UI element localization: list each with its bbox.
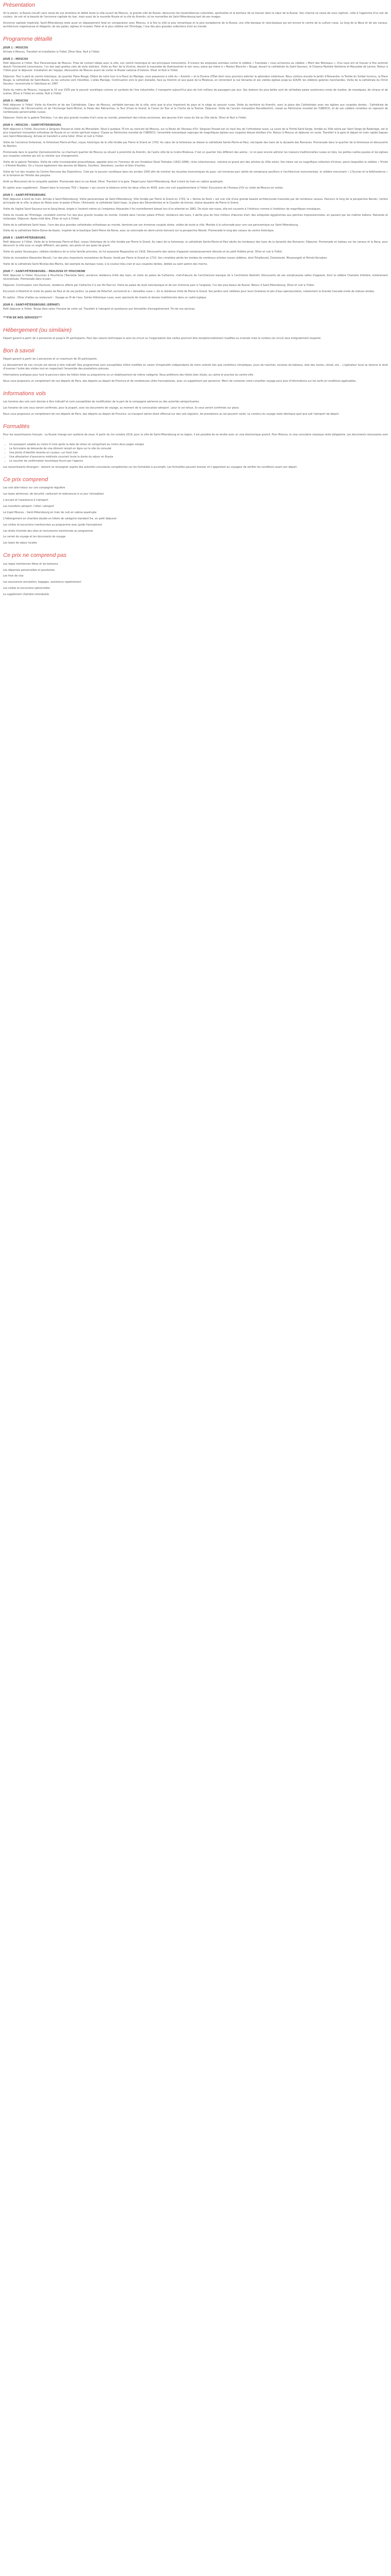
bullet-item: • Une attestation d'assurance médicale couvrant toute la durée du séjour en Russie xyxy=(9,455,388,459)
paragraph: Les ressortissants étrangers : doivent se renseigner auprès des autorités consulaires compétentes sur les formalités à accomplir. Les formalités peuvent évoluer et il appartient au voyageur de vérifier les conditions avant son départ. xyxy=(3,465,298,469)
paragraph: Les droits d'entrée des sites et monuments mentionnés au programme xyxy=(3,529,93,533)
day-text: Petit déjeuner à l'hôtel. Excursion à Serguiev Possad et visite du Monastère. Situé à quelque 70 km au nord-est de Moscou, sur la Route de l'Anneau d'Or, Serguiev Possad est un haut lieu de l'orthodoxie russe. La Laure de la Trinité-Saint-Serge, fondée au XIVe siècle par Saint Serge de Radonège, est le plus important monastère orthodoxe de Russie et un centre spirituel majeur. Classé au Patrimoine mondial de l'UNESCO, l'ensemble monastique regroupe de magnifiques églises aux coupoles bleues étoilées d'or. Retour à Moscou et déjeuner en route. Transfert à la gare et départ en train rapide Sapsan vers Saint-Pétersbourg. Arrivée et transfert à votre hôtel. Dîner et nuit à l'hôtel. xyxy=(3,128,388,139)
day-text: Déjeuner. Tour à pied du centre historique, du quartier Place Rouge. Début de notre tour à la Place du Manège, nous passerons à côté du « Kremlin » et la Douma d'État dont nous pourrons admirer la splendeur extérieure. Nous visitons ensuite le Jardin d'Alexandre, la Tombe du Soldat Inconnu, la Place Rouge, la cathédrale de Saint-Basile, où les voitures sont interdites. L'allée Manège. Continuation vers le parc Zariadie, face au Kremlin et aux quais de la Moskova, en remontant la rue Varvarka et ses vieilles églises jusqu'au GOUM, les célèbres galeries marchandes. Visite de la cathédrale du Christ Sauveur, reconstruite à l'identique en 1997. xyxy=(3,75,388,86)
paragraph: Les repas mentionnés libres et les boissons xyxy=(3,562,58,566)
day-text: Visite de la cathédrale Saint-Nicolas-des-Marins, bel exemple du baroque russe, à la couleur bleu clair et aux coupoles dorées, dédiée au saint patron des marins. xyxy=(3,263,208,266)
bullet-item: • Une photo d'identité récente en couleur, sur fond clair xyxy=(9,451,388,455)
paragraph: Les visites et excursions mentionnées au programme avec guide francophone xyxy=(3,523,102,527)
day-text: En option : Dîner d'adieu au restaurant – Voyage au fil de l'eau. Soirée folklorique russe, avec spectacle de chants et danses traditionnels dans un cadre typique. xyxy=(3,296,207,299)
paragraph: Nous vous proposons un complément de nos départs de Paris, des départs au départ de Province. Le transport aérien étant effectué sur des vols réguliers, les prestations au sol peuvent varier. Le contenu du voyage reste identique quel que soit l'aéroport de départ. xyxy=(3,412,339,416)
day-text: Petit déjeuner à l'hôtel. Visite du Kremlin et de ses Cathédrales. Cœur de Moscou, véritable berceau de la ville, ainsi que le plus important du pays et le siège du pouvoir russe. Visite du territoire du Kremlin, avec la place des Cathédrales avec ses églises aux coupoles dorées : Cathédrale de l'Assomption, de l'Annonciation et de l'Archange Saint-Michel, le Palais des Patriarches, la Tour d'Ivan le Grand, le Canon du Tsar et la Cloche de la Tsarine. Déjeuner. Visite de l'ancien monastère Novodievitchi, classé au Patrimoine mondial de l'UNESCO, et de son célèbre cimetière où reposent de nombreuses personnalités russes. xyxy=(3,103,388,114)
day-heading: JOUR 8 : SAINT-PÉTERSBOURG (DÉPART) xyxy=(3,303,60,307)
section-heading: Formalités xyxy=(3,423,30,430)
day-text: Petit déjeuner à l'hôtel. Excursion à Pouchkine (Tsarskoïe Selo), ancienne résidence d'été des tsars, et visite du palais de Catherine, chef-d'œuvre de l'architecture baroque dû à l'architecte Rastrelli. Découverte de ses somptueuses salles d'apparat, dont la célèbre Chambre d'Ambre, entièrement reconstituée. Promenade dans le parc. xyxy=(3,274,388,281)
day-heading: JOUR 7 : SAINT-PÉTERSBOURG – PAVLOVSK ET POUCHKINE xyxy=(3,270,86,274)
day-text: Visite de l'un des musées du Centre Panrusse des Expositions. Créé par le pouvoir soviétique dans les années 1930 afin de montrer les réussites économiques du pays, cet immense parc abrite de somptueux pavillons à l'architecture monumentale, le célèbre monument « L'Ouvrier et la Kolkhozienne » et la fontaine de l'Amitié des peuples. xyxy=(3,170,388,177)
day-text: Visite de l'église Saint-Sauveur-sur-le-Sang-Versé, érigée à l'endroit même où l'empereur Alexandre II fut mortellement blessé lors d'un attentat en 1881. De style néo-russe, elle est couverte à l'intérieur comme à l'extérieur de magnifiques mosaïques. xyxy=(3,207,321,211)
day-heading: JOUR 4 : MOSCOU – SAINT-PÉTERSBOURG xyxy=(3,124,61,127)
section-heading: Programme détaillé xyxy=(3,36,53,42)
day-text: Visite de la cathédrale Notre-Dame-de-Kazan, inspirée de la basilique Saint-Pierre de Rome, avec sa colonnade en demi-cercle donnant sur la perspective Nevski. Promenade le long des canaux du centre historique. xyxy=(3,229,274,233)
paragraph: Le trajet Moscou – Saint-Pétersbourg en train de nuit en cabine quadruple xyxy=(3,511,97,514)
paragraph: Le déroulement de nos circuits est donné à titre indicatif. Nos programmes sont susceptibles d'être modifiés en raison d'impératifs indépendants de notre volonté tels que conditions climatiques, jours de marchés, horaires de bateaux, état des routes, climat, etc... L'opérateur local se réserve le droit d'inverser l'ordre des visites tout en respectant l'ensemble des prestations prévues. xyxy=(3,363,388,370)
day-text: Arrêt au Monument de la conquête spatiale. Promenade dans la rue Arbat. Dîner. Transfert à la gare. Départ pour Saint-Pétersbourg. Nuit à bord du train en cabine quadruple. xyxy=(3,180,224,183)
day-text: Visite de l'ancienne forteresse, la forteresse Pierre-et-Paul, noyau historique de la ville fondée par Pierre le Grand en 1703. Au cœur de la forteresse se dresse la cathédrale Saints-Pierre-et-Paul, nécropole des tsars de la dynastie des Romanov. Promenade dans le quartier de la forteresse et découverte du Bastion. xyxy=(3,141,388,148)
day-heading: JOUR 3 : MOSCOU xyxy=(3,99,28,103)
paragraph: Le supplément chambre individuelle xyxy=(3,593,50,597)
section-heading: Présentation xyxy=(3,2,35,8)
day-heading: JOUR 1 : MOSCOU xyxy=(3,46,28,50)
paragraph: Pour les ressortissants français : La Russie change son système de visas. À partir du 1er octobre 2019, pour la ville de Saint-Pétersbourg et sa région, il est possible de se rendre avec un visa électronique gratuit. Pour Moscou, le visa consulaire classique reste obligatoire. Les documents nécessaires sont : xyxy=(3,433,388,440)
page xyxy=(0,0,391,609)
day-text: Déjeuner. Continuation vers Pavlovsk, résidence offerte par Catherine II à son fils Paul Ier. Visite du palais de style néoclassique et de son immense parc à l'anglaise, l'un des plus beaux de Russie. Retour à Saint-Pétersbourg. Dîner et nuit à l'hôtel. xyxy=(3,283,315,287)
paragraph: Le carnet de voyage et les documents de voyage xyxy=(3,535,66,539)
day-text: Petit déjeuner à l'hôtel. Visite de la forteresse Pierre-et-Paul, noyau historique de la ville fondée par Pierre le Grand. Au cœur de la forteresse, la cathédrale Saints-Pierre-et-Paul abrite les tombeaux des tsars de la dynastie des Romanov. Déjeuner. Promenade en bateau sur les canaux et la Neva, pour découvrir la ville sous un angle différent, ses palais, ses ponts et ses quais de granit. xyxy=(3,241,388,248)
day-text: Visite de la cathédrale Saint-Isaac, l'une des plus grandes cathédrales orthodoxes au monde, dominée par son immense coupole dorée, visible de toute la ville. Montée à la colonnade pour une vue panoramique sur Saint-Pétersbourg. xyxy=(3,223,299,227)
paragraph: Les taxes de séjour locales xyxy=(3,541,37,545)
day-text: Visite du métro de Moscou. Inauguré le 15 mai 1935 par le pouvoir soviétique comme un symbole de l'ère industrielle, il transporte aujourd'hui plus de huit millions de passagers par jour. Ses stations les plus belles sont de véritables palais souterrains ornés de marbre, de mosaïques, de vitraux et de lustres. Dîner à l'hôtel en soirée. Nuit à l'hôtel. xyxy=(3,88,388,95)
paragraph: Informations pratiques pour tout le parcours dans les hôtels listés au programme ou un établissement de même catégorie. Nous préférons des hôtels bien situés, au calme et proches du centre-ville. xyxy=(3,373,254,377)
paragraph: Départ garanti à partir de 2 personnes et un maximum de 35 participants. xyxy=(3,358,97,361)
paragraph: Sit le plaisir, la Russie (recall) sans cesse de vos émotions et défait toute la ville ouvert de Moscou, la grande ville de Russie, découvrez les ressemblances culturelles, spirituelles et le bonheur de se trouver dans le cœur de la Russie. Son charme ne cesse de vous captiver, celle à l'approche d'un soir de couleur, de voir et la beauté de l'ancienne capitale du tsar, mais aussi de la nouvelle Russie et la cité du Kremlin, et les merveilles de Saint-Pétersbourg tant de ses images. xyxy=(3,12,388,19)
section-heading: Informations vols xyxy=(3,390,46,397)
day-text: Déjeuner. Visite de la galerie Tretiakov, l'un des plus grands musées d'art russe au monde, présentant des icônes anciennes, des œuvres d'art russe du XIe au XXe siècle. Dîner et Nuit à l'hôtel. xyxy=(3,116,247,120)
paragraph: Les assurances annulation, bagages, assistance rapatriement xyxy=(3,581,82,584)
day-text: Petit déjeuner à l'hôtel. Temps libre selon l'horaire de votre vol. Transfert à l'aéroport et assistance aux formalités d'enregistrement. Fin de nos services. xyxy=(3,307,196,311)
day-text: Excursion à Peterhof et visite du palais de Paul et de ses jardins. Le palais de Peterhof, surnommé le « Versailles russe », fut la résidence d'été de Pierre le Grand. Ses jardins sont célèbres pour leurs fontaines et jets d'eau spectaculaires, notamment la Grande Cascade ornée de statues dorées. xyxy=(3,290,375,293)
paragraph: Les dépenses personnelles et pourboires xyxy=(3,568,55,572)
day-text: Petit déjeuner à bord du train. Arrivée à Saint-Pétersbourg. Visite panoramique de Saint-Pétersbourg. Ville fondée par Pierre le Grand en 1703, la « Venise du Nord » est une cité d'une grande beauté architecturale traversée par de nombreux canaux. Parcours le long de la perspective Nevski, l'artère principale de la ville, la place du Palais avec le palais d'Hiver, l'Amirauté, la cathédrale Saint-Isaac, la place des Décembristes et le Cavalier de bronze, statue équestre de Pierre le Grand. xyxy=(3,197,388,205)
bullet-item: • Un passeport valable au moins 6 mois après la date de retour et comportant au moins deux pages vierges xyxy=(9,443,388,447)
day-text: Arrivée à Moscou. Transfert et installation à l'hôtel. Dîner libre. Nuit à l'hôtel. xyxy=(3,50,100,54)
section-heading: Hébergement (ou similaire) xyxy=(3,327,72,333)
paragraph: Les vols aller-retour sur une compagnie régulière xyxy=(3,486,66,489)
paragraph: L'accueil et l'assistance à l'aéroport xyxy=(3,498,48,502)
day-heading: JOUR 2 : MOSCOU xyxy=(3,58,28,61)
day-text: Petit déjeuner à l'hôtel. Tour Panoramique de Moscou. Prise de contact idéale avec la ville, son centre historique et ses principaux monuments. À travers les ampoules animées contre le célèbre « Tverskaïa » nous arriverons au célèbre « Mont des Moineaux », d'où nous ont se trouver à fine sommet abouti l'Université Lomonossov, l'un des sept grattes ciels de style stalinien. Visite au Parc de la Victoire, devant le mausolée de Voskressinski le soir venu, place qui mène à « Maison Blanche » Rouge, devant la cathédrale du Saint-Sauveur, le Chasma Mystère Ventieme et Mausolée de Lénine. Retour à l'hôtel pour le déjeuner. Installation de l'équipe, découverte de Moscou avant de visiter le Musée national d'histoire. Dîner et Nuit à l'hôtel. xyxy=(3,62,388,72)
paragraph: Ancienne capitale impériale, Saint-Pétersbourg reste aussi un dépassement total en comparaison avec Moscou, à la fois la ville la plus romantique et la plus européenne de la Russie, une ville baroque et néoclassique qui est encore le centre de la culture russe. Le long de la Neva et de ses canaux, architecture majestueuse et élégante, de ses palais, églises et musées. Peter et le plus célèbre est l'Ermitage, l'une des plus grandes collections d'art au monde. xyxy=(3,22,388,29)
day-heading: JOUR 6 : SAINT-PÉTERSBOURG xyxy=(3,236,46,240)
day-text: Visite de la galerie Tretiakov. Visite de cette incomparable pinacothèque, appelée ainsi en l'honneur de son fondateur Pavel Tretiakov (1832-1898), riche collectionneur, mécène et grand ami des artistes du XIXe siècle. Son trésor est sa magnifique collection d'icônes, parmi lesquelles la célèbre « Trinité » d'Andreï Roublev. On y trouve également des œuvres de Répine, Sourikov, Vasnetsov, Levitan et bien d'autres. xyxy=(3,161,388,168)
paragraph: Les taxes aériennes, de sécurité, carburant et redevances à ce jour (révisables) xyxy=(3,492,104,496)
paragraph: Nous vous proposons un complément de nos départs de Paris, des départs au départ de Province et de nombreuses villes francophones, avec un supplément par personne. Merci de contacter votre conseiller voyage pour plus d'informations sur les tarifs et conditions applicables. xyxy=(3,379,356,383)
day-heading: JOUR 5 : SAINT-PÉTERSBOURG xyxy=(3,193,46,197)
bullet-item: • Le voucher de confirmation touristique fourni par l'agence xyxy=(9,460,388,463)
section-heading: Bon à savoir xyxy=(3,347,35,354)
paragraph: Les transferts aéroport / hôtel / aéroport xyxy=(3,504,54,508)
paragraph: Les horaires de vols vous seront confirmés, pour la plupart, avec les documents de voyage, au moment de la convocation aéroport ; pour le vol retour, ils vous seront confirmés sur place. xyxy=(3,406,240,410)
section-heading: Ce prix ne comprend pas xyxy=(3,552,67,559)
end-of-services-note: ***FIN DE NOS SERVICES*** xyxy=(3,316,42,319)
day-text: Visite du musée de l'Ermitage, considéré comme l'un des plus grands musées du monde. Installé dans l'ancien palais d'Hiver, résidence des tsars, il abrite plus de trois millions d'œuvres d'art, des antiquités égyptiennes aux peintres impressionnistes, en passant par les maîtres italiens, flamands et hollandais. Déjeuner. Après-midi libre. Dîner et nuit à l'hôtel. xyxy=(3,213,388,221)
paragraph: L'hébergement en chambre double en hôtels de catégorie standard 3★, en petit déjeuner xyxy=(3,517,117,520)
paragraph: Les visites et excursions optionnelles xyxy=(3,587,50,590)
paragraph: Départ garanti à partir de 2 personnes et jusqu'à 35 participants. Pour des raisons techniques le sens du circuit ou l'organisation des visites pourront être exceptionnellement modifiés ou inversés mais le contenu du circuit sera intégralement respecté. xyxy=(3,336,321,340)
day-text: Visite du monastère Alexandre Nevski, l'un des plus importants monastères de Russie, fondé par Pierre le Grand en 1710. Son cimetière abrite les tombes de nombreux artistes russes célèbres, dont Tchaïkovski, Dostoïevski, Moussorgski et Rimski-Korsakov. xyxy=(3,257,328,260)
bullet-item: • Le formulaire de demande de visa dûment rempli en ligne sur le site du consulat xyxy=(9,447,388,451)
day-text: Promenade dans le quartier Zamoskvoretche. Le charmant quartier de Moscou se situant à proximité du Kremlin, de l'autre côté de la rivière Moskova. C'est un quartier très différent des autres : ici on peut encore admirer les maisons traditionnelles russes en bois, les petites ruelles pavées et les églises aux coupoles colorées qui ont su résister aux changements. xyxy=(3,151,388,158)
bullet-list xyxy=(3,443,388,463)
day-text: En option avec supplément : Départ dans le nouveau TGV « Sapsan » qui couvre la distance entre les deux villes en 4h00, avec une nuit supplémentaire à l'hôtel. Excursions de l'Anneau d'Or ou visite de Moscou en soirée. xyxy=(3,186,284,190)
paragraph: Les horaires des vols sont donnés à titre indicatif et sont susceptibles de modification de la part de la compagnie aérienne ou des autorités aéroportuaires. xyxy=(3,400,200,403)
paragraph: Les frais de visa xyxy=(3,574,24,578)
section-heading: Ce prix comprend xyxy=(3,476,48,483)
day-text: Visite du palais Youssoupov, célèbre résidence de la riche famille princière, où fut assassiné Raspoutine en 1916. Découverte des salons d'apparat somptueusement décorés et du petit théâtre privé. Dîner et nuit à l'hôtel. xyxy=(3,250,283,254)
